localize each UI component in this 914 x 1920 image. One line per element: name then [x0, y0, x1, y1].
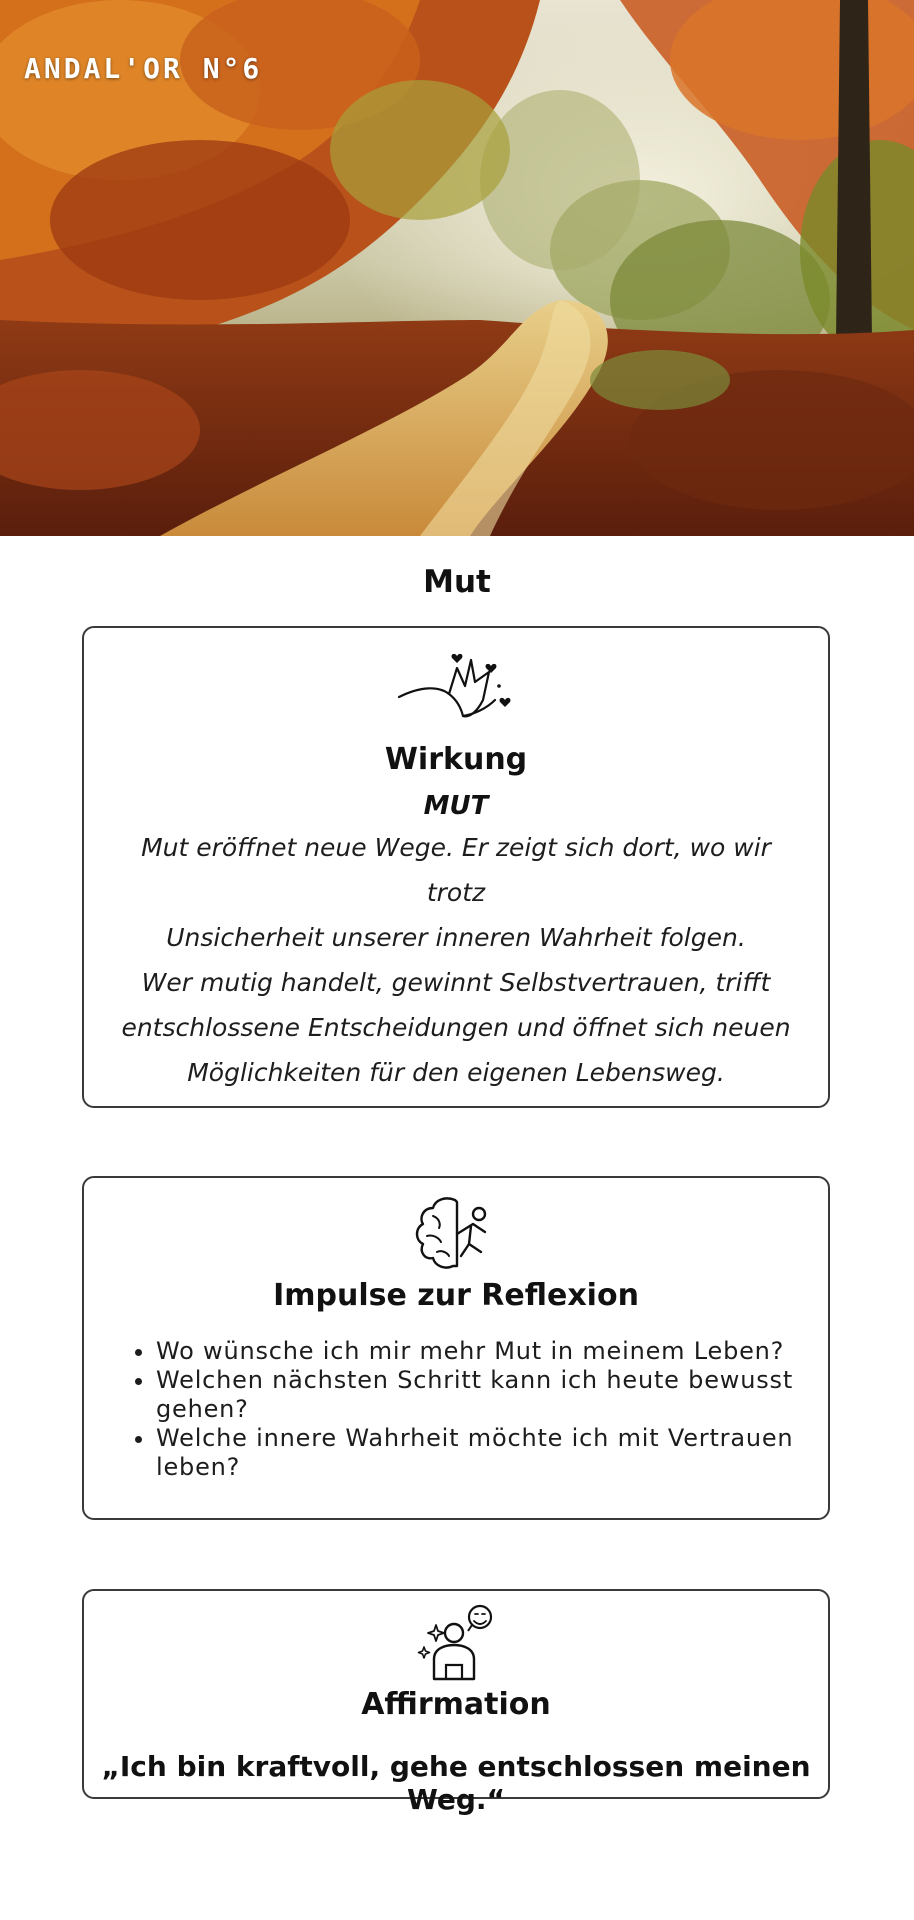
crown-hearts-icon: [391, 642, 521, 734]
wirkung-line: Mut eröffnet neue Wege. Er zeigt sich dort, wo wir trotz: [141, 833, 771, 907]
happy-person-sparkles-icon: [416, 1603, 496, 1681]
wirkung-line: Unsicherheit unserer inneren Wahrheit folgen.: [166, 923, 746, 952]
affirmation-text: „Ich bin kraftvoll, gehe entschlossen meinen Weg.“: [101, 1750, 811, 1816]
brand-logo: ANDAL'OR N°6: [24, 52, 263, 85]
list-item: • Welchen nächsten Schritt kann ich heute bewusst gehen?: [156, 1366, 798, 1424]
reflexion-card: [82, 1176, 830, 1520]
affirmation-heading: Affirmation: [361, 1687, 551, 1722]
list-item: • Wo wünsche ich mir mehr Mut in meinem Leben?: [156, 1337, 798, 1366]
brain-person-icon: [411, 1194, 501, 1276]
wirkung-line: Wer mutig handelt, gewinnt Selbstvertrauen, trifft: [141, 968, 771, 997]
reflexion-heading: Impulse zur Reflexion: [273, 1278, 639, 1313]
reflexion-list: [128, 1337, 798, 1482]
hero-image: [0, 0, 914, 536]
affirmation-card: [82, 1589, 830, 1816]
wirkung-text: [114, 825, 798, 1095]
list-item: • Welche innere Wahrheit möchte ich mit Vertrauen leben?: [156, 1424, 798, 1482]
page-title: Mut: [423, 564, 491, 600]
wirkung-line: Möglichkeiten für den eigenen Lebensweg.: [187, 1058, 725, 1087]
wirkung-heading: Wirkung: [384, 742, 528, 777]
wirkung-card: [82, 626, 830, 1108]
wirkung-line: entschlossene Entscheidungen und öffnet sich neuen: [121, 1013, 791, 1042]
wirkung-subheading: MUT: [423, 791, 489, 821]
